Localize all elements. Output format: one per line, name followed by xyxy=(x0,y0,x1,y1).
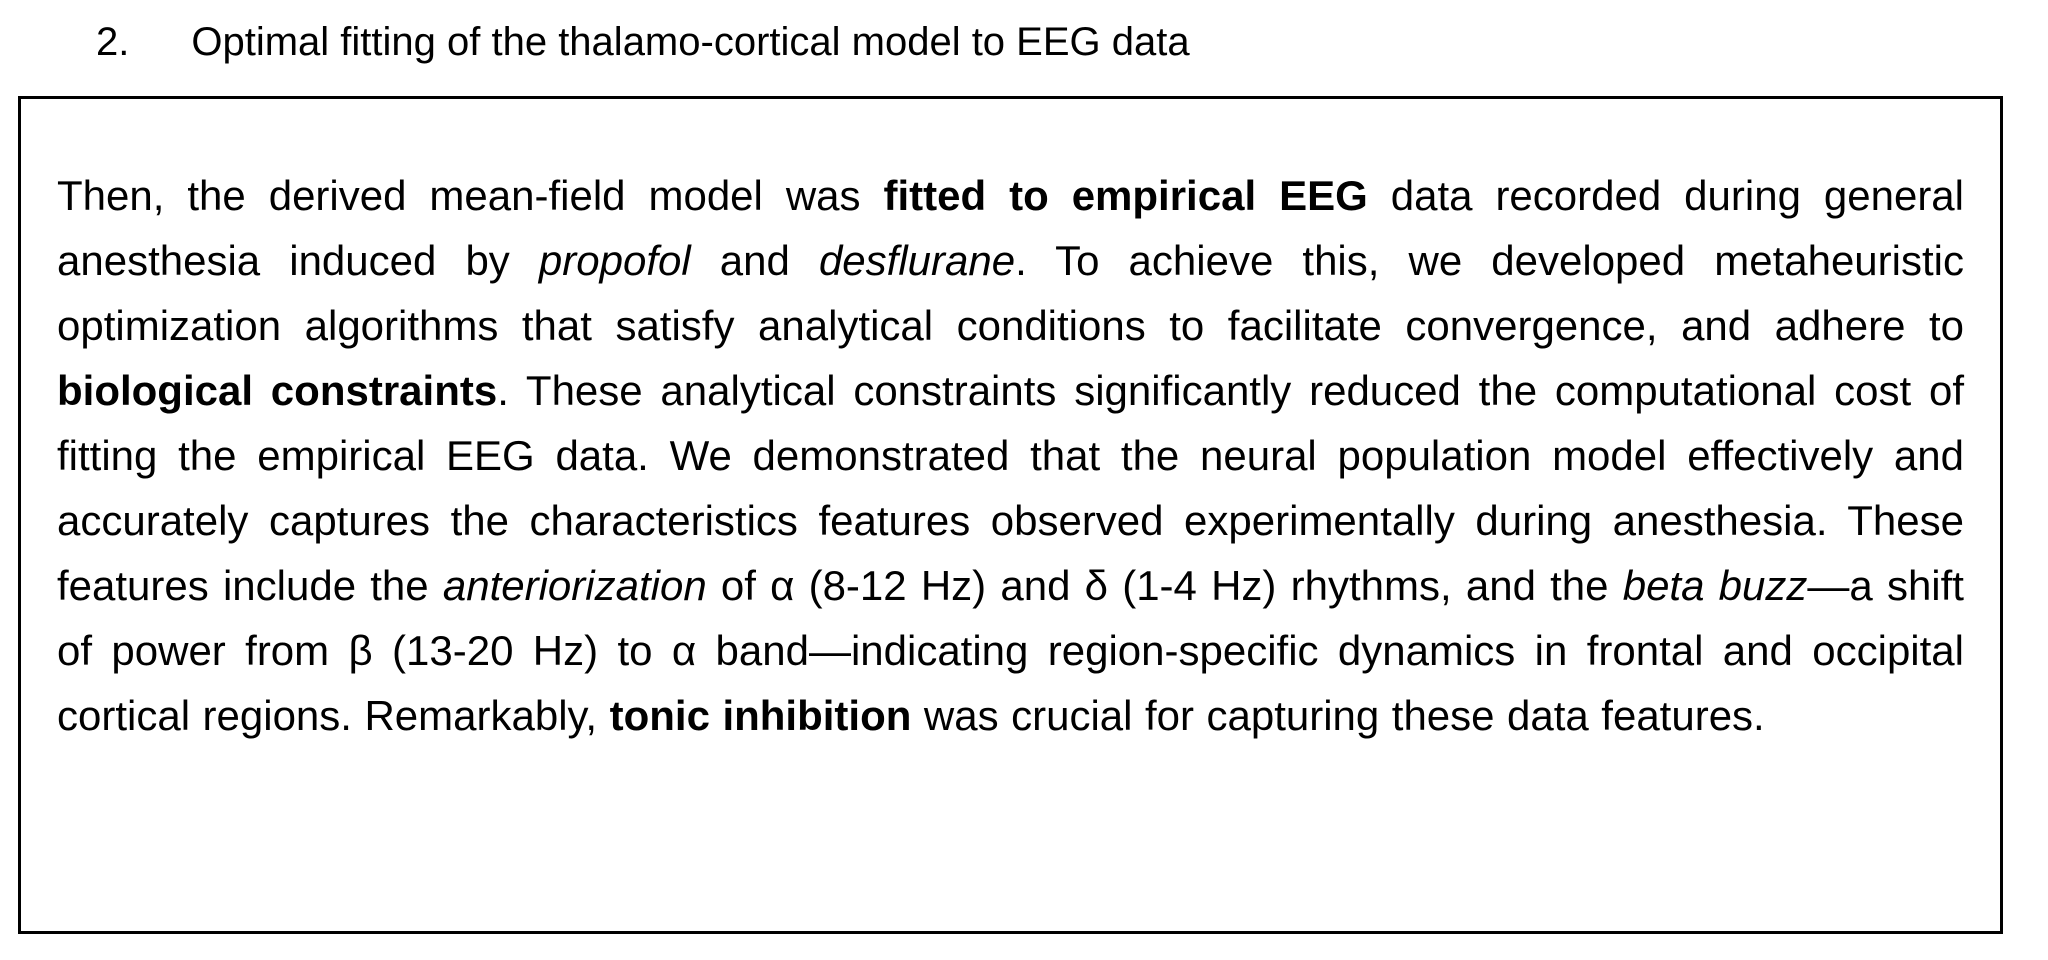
text-run: was crucial for capturing these data features. xyxy=(911,692,1765,739)
text-run: data recorded during general anesthesia induced by xyxy=(57,172,1964,284)
section-number: 2. xyxy=(96,20,130,64)
highlight-box-content xyxy=(21,99,2000,748)
bold-phrase: biological constraints xyxy=(57,367,498,414)
text-run: . These analytical constraints significantly reduced the computational cost of fitting the empirical EEG data. We demonstrated that the neural population model effectively and accurately captures the characteristics features observed experimentally during anesthesia. These features include the xyxy=(57,367,1964,609)
section-title: Optimal fitting of the thalamo-cortical model to EEG data xyxy=(191,20,1190,64)
text-run: Then, the derived mean-field model was xyxy=(57,172,884,219)
summary-paragraph xyxy=(57,163,1964,748)
bold-phrase: tonic inhibition xyxy=(609,692,912,739)
italic-phrase: propofol xyxy=(538,237,691,284)
text-run: —a shift of power from β (13-20 Hz) to α band—indicating region-specific dynamics in frontal and occipital cortical regions. Remarkably, xyxy=(57,562,1964,739)
bold-phrase: fitted to empirical EEG xyxy=(883,172,1368,219)
text-run: and xyxy=(690,237,819,284)
text-run: . To achieve this, we developed metaheuristic optimization algorithms that satisfy analytical conditions to facilitate convergence, and adhere to xyxy=(57,237,1964,349)
italic-phrase: desflurane xyxy=(818,237,1016,284)
text-run: of α (8-12 Hz) and δ (1-4 Hz) rhythms, and the xyxy=(706,562,1623,609)
section-heading xyxy=(0,0,2048,76)
italic-phrase: anteriorization xyxy=(442,562,707,609)
highlight-box xyxy=(18,96,2003,934)
italic-phrase: beta buzz xyxy=(1622,562,1808,609)
